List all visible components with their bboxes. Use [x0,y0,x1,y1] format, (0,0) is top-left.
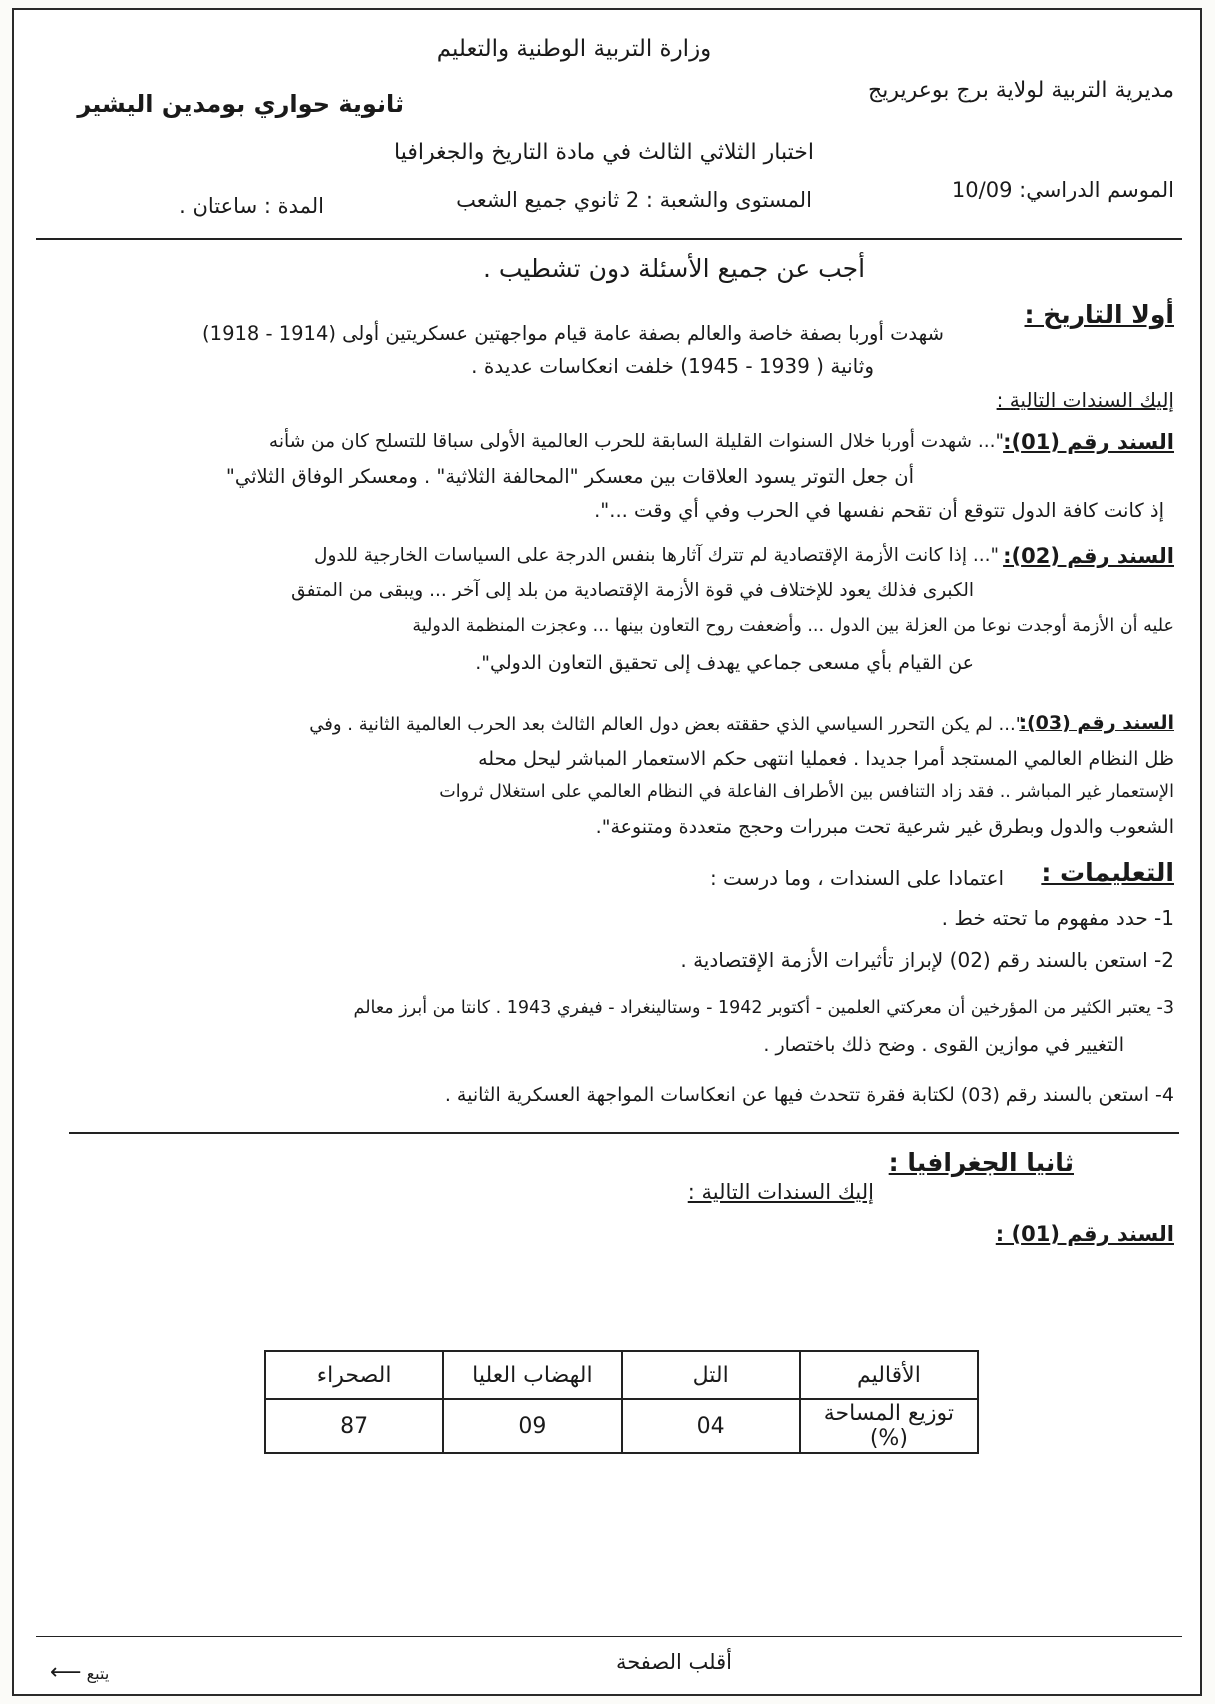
doc1-label: السند رقم (01): [1003,430,1174,454]
geo-doc1-label: السند رقم (01) : [995,1222,1174,1246]
turn-page-note: أقلب الصفحة [615,1650,732,1674]
doc3-line-4: الشعوب والدول وبطرق غير شرعية تحت مبررات وحجج متعددة ومتنوعة". [595,816,1174,838]
table-cell: 87 [265,1399,443,1453]
directorate: مديرية التربية لولاية برج بوعريريج [868,78,1174,103]
table-cell: 09 [443,1399,621,1453]
table-cell: 04 [622,1399,800,1453]
doc3-line-2: ظل النظام العالمي المستجد أمرا جديدا . فعمليا انتهى حكم الاستعمار المباشر ليحل محله [478,748,1174,770]
continued-note [50,1660,160,1685]
table-header-cell: الأقاليم [800,1351,978,1399]
exam-page [12,8,1202,1696]
doc2-line-1: "... إذا كانت الأزمة الإقتصادية لم تترك آثارها بنفس الدرجة على السياسات الخارجية للدول [314,545,999,566]
doc3-label: السند رقم (03): [1019,712,1174,734]
level-stream: المستوى والشعبة : 2 ثانوي جميع الشعب [456,188,812,212]
question-3-line-2: التغيير في موازين القوى . وضح ذلك باختصار . [763,1034,1124,1056]
arrow-left-icon: ⟵ [50,1660,82,1685]
table-row [265,1399,978,1453]
footer-divider [36,1636,1182,1637]
header-divider [36,238,1182,240]
doc2-line-4: عن القيام بأي مسعى جماعي يهدف إلى تحقيق التعاون الدولي". [475,652,974,674]
doc1-line-2: أن جعل التوتر يسود العلاقات بين معسكر "المحالفة الثلاثية" . ومعسكر الوفاق الثلاثي" [225,465,914,488]
instructions-title: التعليمات : [1041,858,1174,887]
ministry-title: وزارة التربية الوطنية والتعليم [436,36,712,62]
doc2-line-2: الكبرى فذلك يعود للإختلاف في قوة الأزمة الإقتصادية من بلد إلى آخر ... ويبقى من المتفق [291,580,974,601]
table-cell: توزيع المساحة (%) [800,1399,978,1453]
area-distribution-table [264,1350,979,1454]
table-header-cell: الهضاب العليا [443,1351,621,1399]
doc1-line-1: "... شهدت أوربا خلال السنوات القليلة السابقة للحرب العالمية الأولى سباقا للتسلح كان من شأنه [268,431,1004,452]
geography-title: ثانيا الجغرافيا : [888,1148,1074,1177]
question-2: 2- استعن بالسند رقم (02) لإبراز تأثيرات الأزمة الإقتصادية . [680,948,1174,972]
doc3-line-3: الإستعمار غير المباشر .. فقد زاد التنافس بين الأطراف الفاعلة في النظام العالمي على استغلال ثروات [439,782,1174,802]
school-name: ثانوية حواري بومدين اليشير [77,90,404,118]
history-intro-line-1: شهدت أوربا بصفة خاصة والعالم بصفة عامة قيام مواجهتين عسكريتين أولى (1914 - 1918) [202,322,944,345]
doc2-line-3: عليه أن الأزمة أوجدت نوعا من العزلة بين الدول ... وأضعفت روح التعاون بينها ... وعجزت المنظمة الدولية [412,616,1174,636]
exam-title: اختبار الثلاثي الثالث في مادة التاريخ والجغرافيا [394,140,814,165]
table-header-cell: التل [622,1351,800,1399]
continued-label: يتبع [86,1664,110,1683]
history-title: أولا التاريخ : [1024,300,1174,329]
question-1: 1- حدد مفهوم ما تحته خط . [941,906,1174,930]
doc1-line-3: إذ كانت كافة الدول تتوقع أن تقحم نفسها في الحرب وفي أي وقت ...". [594,499,1164,522]
school-year: الموسم الدراسي: 10/09 [951,178,1174,202]
history-intro-line-2: وثانية ( 1939 - 1945) خلفت انعكاسات عديدة . [471,354,874,378]
instructions-intro: اعتمادا على السندات ، وما درست : [709,866,1004,890]
exam-duration: المدة : ساعتان . [179,194,324,218]
general-instruction: أجب عن جميع الأسئلة دون تشطيب . [482,254,866,283]
doc3-line-1: "... لم يكن التحرر السياسي الذي حققته بعض دول العالم الثالث بعد الحرب العالمية الثانية . وفي [309,714,1024,735]
question-4: 4- استعن بالسند رقم (03) لكتابة فقرة تتحدث فيها عن انعكاسات المواجهة العسكرية الثانية . [444,1084,1174,1106]
geography-docs-heading: إليك السندات التالية : [687,1180,874,1204]
question-3-line-1: 3- يعتبر الكثير من المؤرخين أن معركتي العلمين - أكتوبر 1942 - وستالينغراد - فيفري 1943 . كانتا من أبرز معالم [353,998,1174,1018]
doc2-label: السند رقم (02): [1003,544,1174,568]
history-docs-heading: إليك السندات التالية : [996,388,1174,412]
table-header-row [265,1351,978,1399]
history-divider [69,1132,1179,1134]
table-header-cell: الصحراء [265,1351,443,1399]
